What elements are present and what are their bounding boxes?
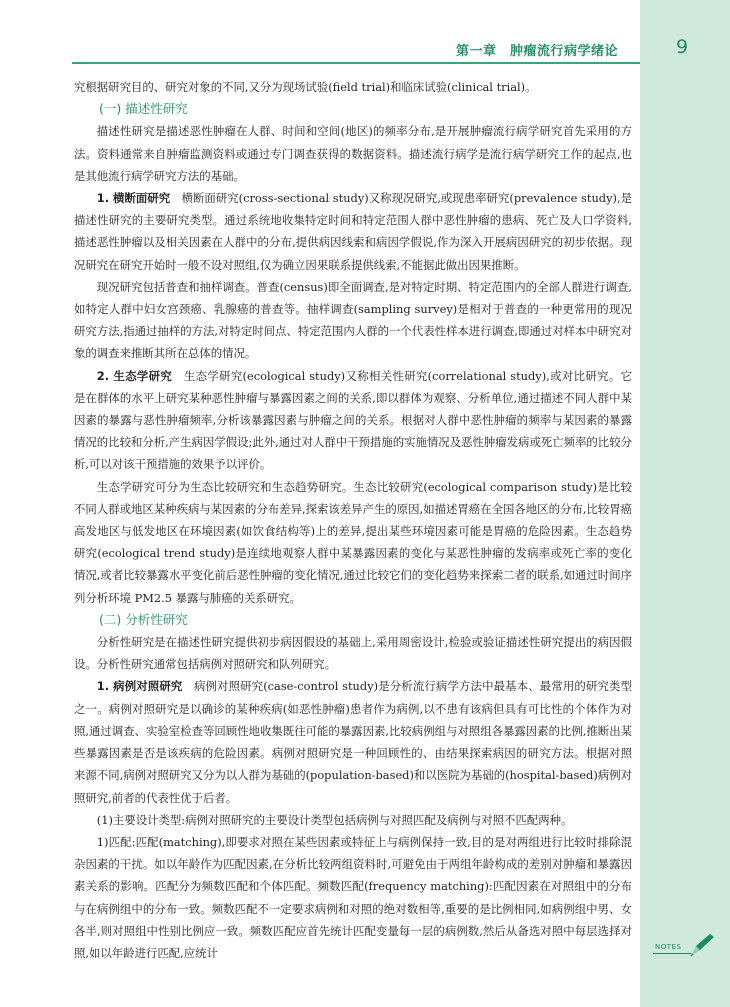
run-in-heading-cross-sectional: 1. 横断面研究	[96, 191, 171, 206]
header-rule	[72, 62, 640, 64]
paragraph-design-types: (1)主要设计类型:病例对照研究的主要设计类型包括病例与对照匹配及病例与对照不匹配两种。	[96, 812, 573, 827]
section-heading-analytic: (二) 分析性研究	[99, 611, 188, 627]
cross-sectional-text: 横断面研究(cross-sectional study)又称现况研究,或现患率研究(prevalence study),是描述性研究的主要研究类型。通过系统地收集特定时间和特定范围人群中恶性肿瘤的患病、死亡及人口学资料,描述恶性肿瘤以及相关因素在人群中的分布,提供病因线索和病因学假说,作为深入开展病因研究的初步依据。现况研究在研究开始时一般不设对照组,仅为确立因果联系提供线索,不能据此做出因果推断。	[74, 191, 632, 272]
run-in-heading-ecological: 2. 生态学研究	[96, 368, 173, 383]
paragraph-ecological	[74, 365, 632, 476]
paragraph-intro: 究根据研究目的、研究对象的不同,又分为现场试验(field trial)和临床试验(clinical trial)。	[74, 80, 537, 94]
notes-underline	[653, 953, 691, 954]
page-body	[74, 76, 632, 964]
paragraph-matching: 1)匹配:匹配(matching),即要求对照在某些因素或特征上与病例保持一致,目的是对两组进行比较时排除混杂因素的干扰。如以年龄作为匹配因素,在分析比较两组资料时,可避免由于两组年龄构成的差别对肿瘤和暴露因素关系的影响。匹配分为频数匹配和个体匹配。频数匹配(frequency matching):匹配因素在对照组中的分布与在病例组中的分布一致。频数匹配不一定要求病例和对照的绝对数相等,重要的是比例相同,如病例组中男、女各半,则对照组中性别比例应一致。频数匹配应首先统计匹配变量每一层的病例数,然后从备选对照中每层选择对照,如以年龄进行匹配,应统计	[74, 834, 632, 960]
run-in-heading-case-control: 1. 病例对照研究	[96, 679, 183, 694]
section-heading-descriptive: (一) 描述性研究	[99, 101, 188, 117]
paragraph-descriptive: 描述性研究是描述恶性肿瘤在人群、时间和空间(地区)的频率分布,是开展肿瘤流行病学研究首先采用的方法。资料通常来自肿瘤监测资料或通过专门调查获得的数据资料。描述流行病学是流行病学研究工作的起点,也是其他流行病学研究方法的基础。	[74, 124, 632, 183]
notes-marker	[653, 938, 723, 958]
pen-icon	[689, 932, 717, 958]
notes-label: NOTES	[655, 943, 682, 951]
paragraph-census: 现况研究包括普查和抽样调查。普查(census)即全面调查,是对特定时期、特定范围内的全部人群进行调查,如特定人群中妇女宫颈癌、乳腺癌的普查等。抽样调查(sampling survey)是相对于普查的一种更常用的现况研究方法,指通过抽样的方法,对特定时间点、特定范围内人群的一个代表性样本进行调查,即通过对样本中研究对象的调查来推断其所在总体的情况。	[74, 279, 632, 361]
case-control-text: 病例对照研究(case-control study)是分析流行病学方法中最基本、最常用的研究类型之一。病例对照研究是以确诊的某种疾病(如恶性肿瘤)患者作为病例,以不患有该病但具有可比性的个体作为对照,通过调查、实验室检查等回顾性地收集既往可能的暴露因素,比较病例组与对照组各暴露因素的比例,推断出某些暴露因素是否是该疾病的危险因素。病例对照研究是一种回顾性的、由结果探索病因的研究方法。根据对照来源不同,病例对照研究又分为以人群为基础的(population-based)和以医院为基础的(hospital-based)病例对照研究,前者的代表性优于后者。	[74, 679, 632, 805]
ecological-text: 生态学研究(ecological study)又称相关性研究(correlational study),或对比研究。它是在群体的水平上研究某种恶性肿瘤与暴露因素之间的关系,即以群体为观察、分析单位,通过描述不同人群中某因素的暴露与恶性肿瘤频率,分析该暴露因素与肿瘤之间的关系。根据对人群中恶性肿瘤的频率与某因素的暴露情况的比较和分析,产生病因学假设;此外,通过对人群中干预措施的实施情况及恶性肿瘤发病或死亡频率的比较分析,可以对该干预措施的效果予以评价。	[74, 368, 632, 472]
page-header	[0, 0, 730, 64]
paragraph-analytic: 分析性研究是在描述性研究提供初步病因假设的基础上,采用周密设计,检验或验证描述性研究提出的病因假设。分析性研究通常包括病例对照研究和队列研究。	[74, 635, 632, 672]
chapter-title: 第一章 肿瘤流行病学绪论	[456, 44, 619, 59]
paragraph-cross-sectional	[74, 187, 632, 276]
paragraph-ecological-types: 生态学研究可分为生态比较研究和生态趋势研究。生态比较研究(ecological comparison study)是比较不同人群或地区某种疾病与某因素的分布差异,探索该差异产生的原因,如描述胃癌在全国各地区的分布,比较胃癌高发地区与低发地区在环境因素(如饮食结构等)上的差异,提出某些环境因素可能是胃癌的危险因素。生态趋势研究(ecological trend study)是连续地观察人群中某暴露因素的变化与某恶性肿瘤的发病率或死亡率的变化情况,或者比较暴露水平变化前后恶性肿瘤的变化情况,通过比较它们的变化趋势来探索二者的联系,如通过时间序列分析环境 PM2.5 暴露与肺癌的关系研究。	[74, 479, 632, 605]
paragraph-case-control	[74, 675, 632, 808]
page-number: 9	[676, 36, 689, 58]
side-margin-strip	[640, 0, 730, 1007]
